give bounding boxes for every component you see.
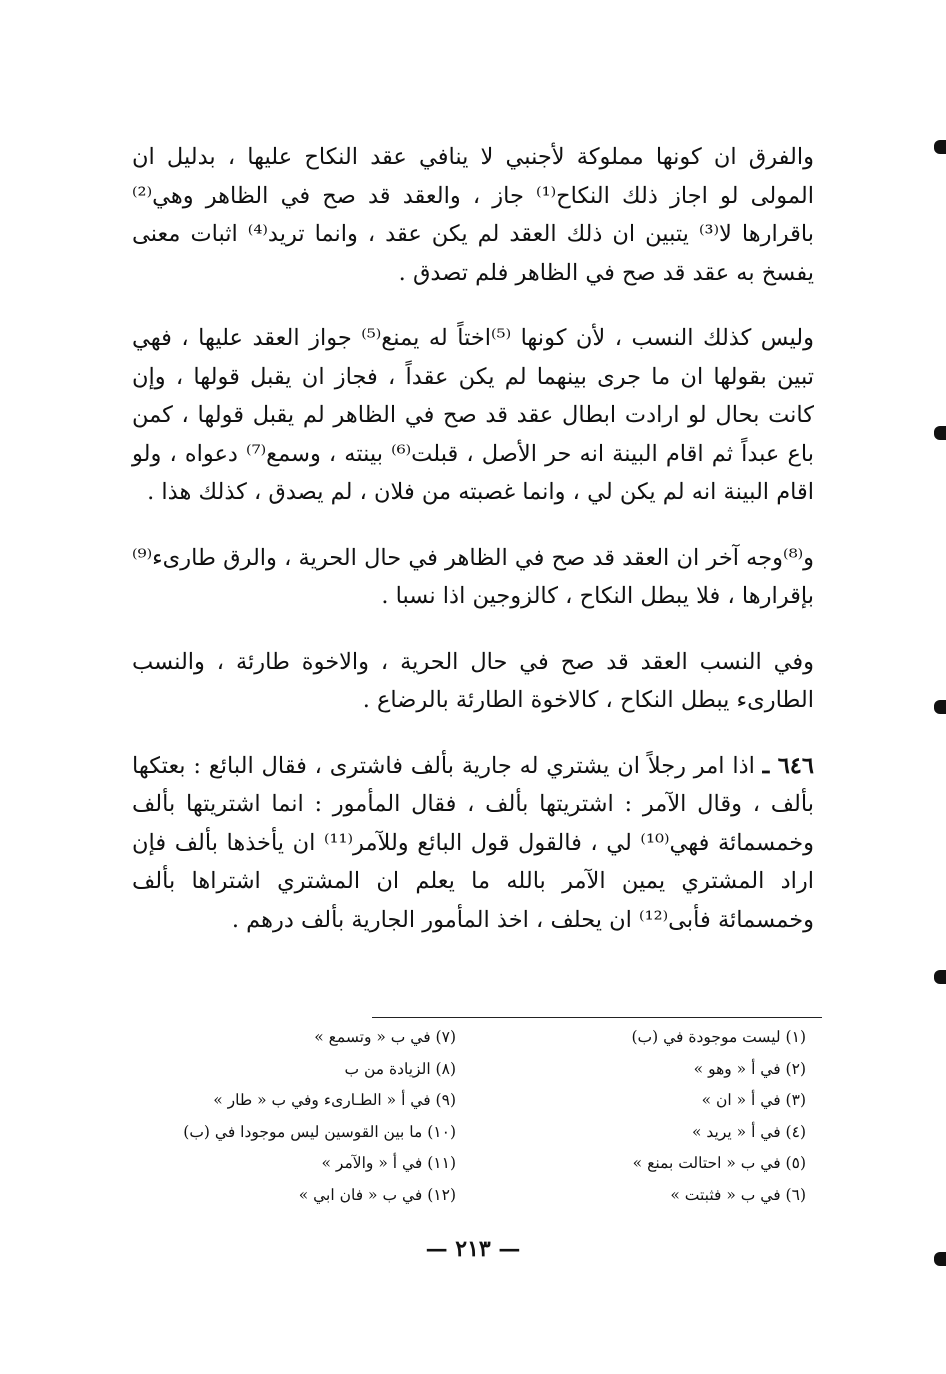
edge-mark-3 [934, 700, 946, 714]
footnote-9: (٩) في أ « الطـارىء وفي ب « طار » [213, 1091, 456, 1110]
main-text [132, 138, 814, 966]
footnote-3: (٣) في أ « ان » [701, 1091, 806, 1110]
footnote-8: (٨) الزيادة من ب [344, 1059, 456, 1078]
edge-mark-2 [934, 426, 946, 440]
edge-mark-5 [934, 1252, 946, 1266]
footnote-11: (١١) في أ « والآمر » [321, 1154, 456, 1173]
paragraph-1: والفرق ان كونها مملوكة لأجنبي لا ينافي عقد النكاح عليها ، بدليل ان المولى لو اجاز ذلك النكاح⁽¹⁾ جاز ، والعقد قد صح في الظاهر وهي⁽²⁾ باقرارها لا⁽³⁾ يتبين ان ذلك العقد لم يكن عقد ، وانما تريد⁽⁴⁾ اثبات معنى يفسخ به عقد قد صح في الظاهر فلم تصدق . [132, 144, 815, 286]
paragraph-5: ٦٤٦ ـ اذا امر رجلاً ان يشتري له جارية بألف فاشترى ، فقال البائع : بعتكها بألف ، وقال الآمر : اشتريتها بألف ، فقال المأمور : انما اشتريتها بألف وخمسمائة فهي⁽¹⁰⁾ لي ، فالقول قول البائع وللآمر⁽¹¹⁾ ان يأخذها بألف فإن اراد المشتري يمين الآمر بالله ما يعلم ان المشتري اشتراها بألف وخمسمائة فأبى⁽¹²⁾ ان يحلف ، اخذ المأمور الجارية بألف درهم . [132, 752, 814, 933]
footnote-4: (٤) في أ « يريد » [692, 1122, 806, 1141]
edge-mark-4 [934, 970, 946, 984]
paragraph-4: وفي النسب العقد قد صح في حال الحرية ، والاخوة طارئة ، والنسب الطارىء يبطل النكاح ، كالاخوة الطارئة بالرضاع . [132, 648, 814, 713]
paragraph-2: وليس كذلك النسب ، لأن كونها ⁽⁵⁾اختاً له يمنع⁽⁵⁾ جواز العقد عليها ، فهي تبين بقولها ان ما جرى بينهما لم يكن عقداً ، فجاز ان يقبل قولها ، وإن كانت بحال لو ارادت ابطال عقد قد صح في الظاهر لم يقبل قولها ، كمن باع عبداً ثم اقام البينة انه حر الأصل ، قبلت⁽⁶⁾ بينته ، وسمع⁽⁷⁾ دعواه ، ولو اقام البينة انه لم يكن لي ، وانما غصبته من فلان ، لم يصدق ، كذلك هذا . [132, 325, 814, 505]
footnote-7: (٧) في ب « وتسمع » [314, 1028, 456, 1046]
footnote-2: (٢) في أ « وهو » [693, 1059, 806, 1078]
page-number: — ٢١٣ — [425, 1236, 521, 1262]
footnotes-right-column [486, 1022, 806, 1212]
paragraph-3: و⁽⁸⁾وجه آخر ان العقد قد صح في الظاهر في حال الحرية ، والرق طارىء⁽⁹⁾ بإقرارها ، فلا يبطل النكاح ، كالزوجين اذا نسبا . [132, 544, 814, 609]
footnote-12: (١٢) في ب « فان ابي » [298, 1185, 456, 1204]
footnote-divider [372, 1017, 822, 1018]
footnotes-left-column [136, 1022, 456, 1212]
paragraph-number: ٦٤٦ ـ [762, 752, 814, 779]
footnote-5: (٥) في ب « احتالت بمنع » [632, 1154, 806, 1173]
footnote-6: (٦) في ب « فثبتت » [670, 1185, 806, 1204]
edge-mark-1 [934, 140, 946, 154]
footnote-1: (١) ليست موجودة في (ب) [631, 1028, 806, 1046]
footnote-10: (١٠) ما بين القوسين ليس موجودا في (ب) [183, 1122, 456, 1141]
